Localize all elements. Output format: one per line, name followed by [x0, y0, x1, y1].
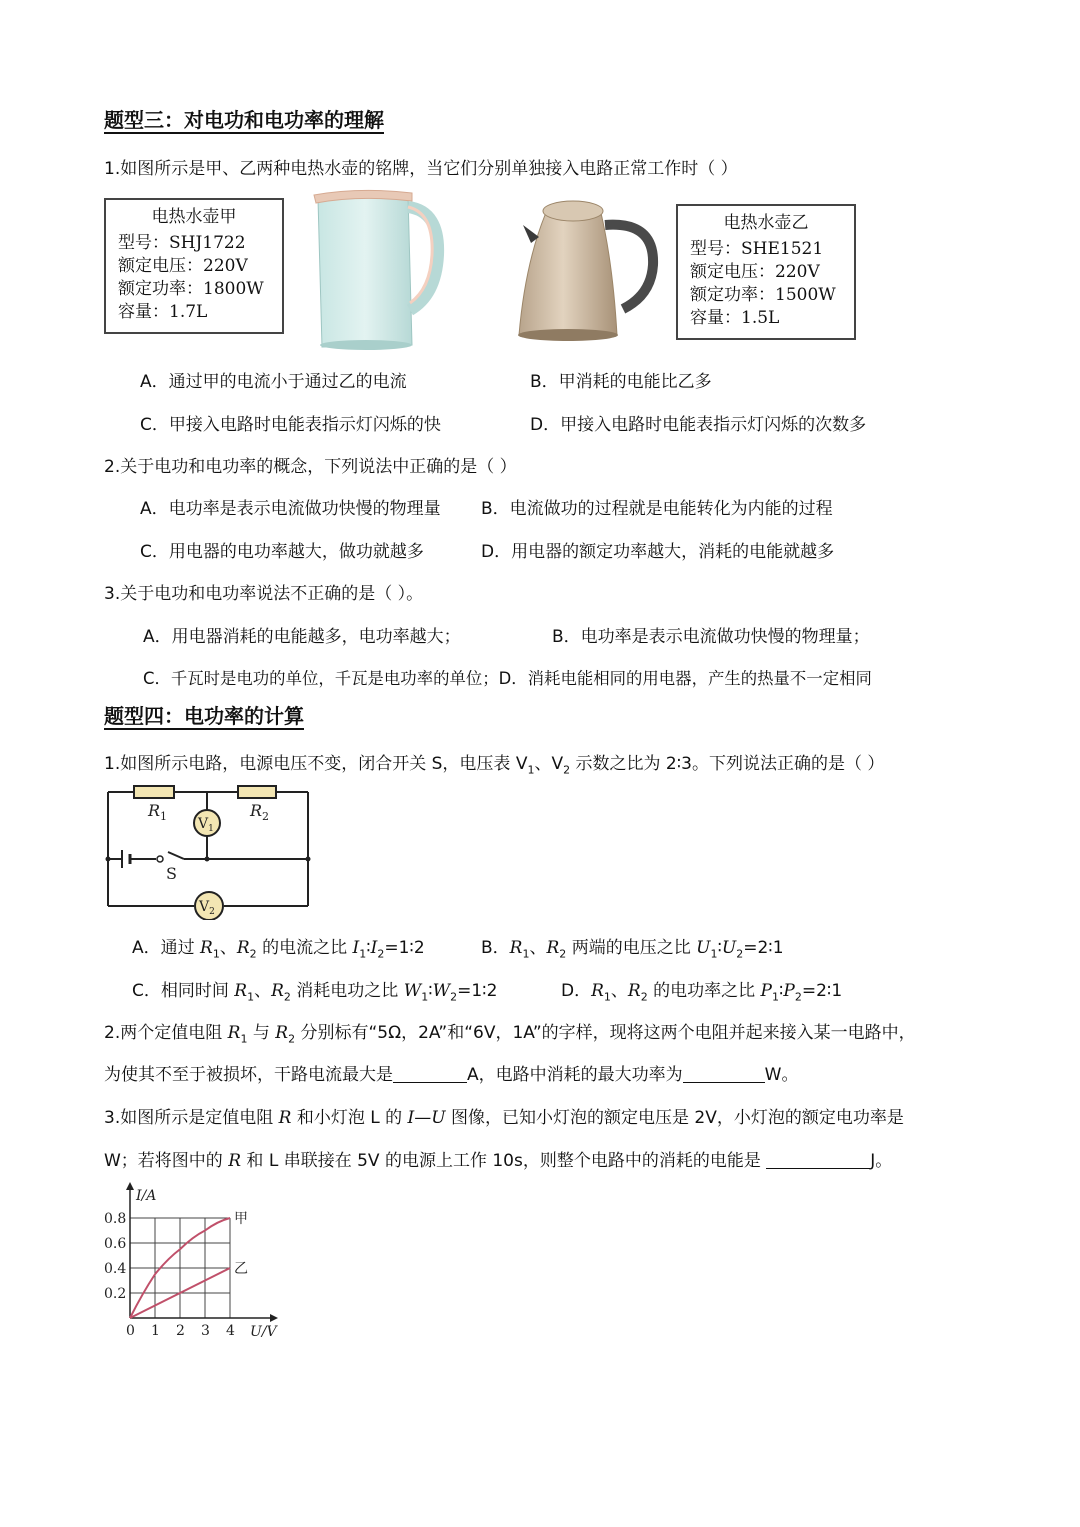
s4-q1-option-a: A．通过 $R_1$、$R_2$ 的电流之比 $I_1∶I_2=1∶2$: [132, 938, 425, 961]
s4-q1-option-b: B．$R_1$、$R_2$ 两端的电压之比 $U_1∶U_2=2∶1$: [481, 938, 784, 961]
s3-q3-option-b: B．电功率是表示电流做功快慢的物理量；: [552, 627, 870, 647]
s3-q3-option-a: A．用电器消耗的电能越多，电功率越大；: [143, 627, 461, 647]
x-tick-label: 1: [151, 1323, 160, 1339]
plate-a-capacity: 容量：1.7L: [118, 302, 208, 322]
s3-q2-option-a: A．电功率是表示电流做功快慢的物理量: [140, 499, 441, 519]
resistor-r1: [134, 786, 174, 798]
s4-q3-line1: 3.如图所示是定值电阻 R 和小灯泡 L 的 I—U 图像，已知小灯泡的额定电压是 2V，小灯泡的额定电功率是: [104, 1108, 904, 1128]
x-axis-label: U/V: [250, 1324, 277, 1340]
x-tick-label: 0: [126, 1323, 135, 1339]
x-tick-label: 2: [176, 1323, 185, 1339]
s3-q1-stem: 1.如图所示是甲、乙两种电热水壶的铭牌，当它们分别单独接入电路正常工作时（ ）: [104, 159, 738, 179]
s4-q1-stem-mid: 、V: [534, 754, 564, 774]
y-axis-arrow: [126, 1182, 134, 1190]
plate-a-title: 电热水壶甲: [151, 207, 237, 227]
s3-q3-stem: 3.关于电功和电功率说法不正确的是（ ）。: [104, 584, 424, 604]
y-axis-label: I/A: [136, 1188, 157, 1204]
s3-q2-option-b: B．电流做功的过程就是电能转化为内能的过程: [481, 499, 833, 519]
s4-q1-stem-sub1: 1: [527, 763, 535, 777]
switch-contact: [157, 856, 163, 862]
section3-title: 题型三：对电功和电功率的理解: [104, 108, 384, 132]
s3-q2-option-d: D．用电器的额定功率越大，消耗的电能就越多: [481, 542, 835, 562]
plate-b-power: 额定功率：1500W: [690, 285, 836, 305]
plate-b-voltage: 额定电压：220V: [690, 262, 820, 282]
y-tick-label: 0.8: [104, 1211, 127, 1227]
nameplate-kettle-b: [676, 204, 856, 340]
resistor-r2: [238, 786, 276, 798]
blank-energy[interactable]: [766, 1150, 870, 1169]
junction-left: [106, 857, 111, 862]
series-label-1: 甲: [234, 1211, 248, 1227]
s3-q1-option-b: B．甲消耗的电能比乙多: [530, 372, 712, 392]
label-v2: $V_2$: [199, 899, 215, 917]
kettle-b-image: [505, 185, 665, 350]
plate-b-title: 电热水壶乙: [723, 213, 809, 233]
nameplate-kettle-a: [104, 198, 284, 334]
blank-max-current[interactable]: [393, 1064, 467, 1083]
s4-q1-stem-pre: 1.如图所示电路，电源电压不变，闭合开关 S，电压表 V: [104, 754, 528, 774]
plate-a-power: 额定功率：1800W: [118, 279, 264, 299]
blank-max-power[interactable]: [683, 1064, 765, 1083]
s3-q1-option-d: D．甲接入电路时电能表指示灯闪烁的次数多: [530, 415, 867, 435]
series-label-2: 乙: [234, 1261, 248, 1277]
s4-q2-line1: 2.两个定值电阻 $R_1$ 与 $R_2$ 分别标有“5Ω，2A”和“6V，1A”的字样，现将这两个电阻并起来接入某一电路中，: [104, 1023, 916, 1046]
s4-q1-stem: [104, 749, 884, 776]
plate-a-model: 型号：SHJ1722: [118, 233, 246, 253]
iu-chart: [100, 1180, 290, 1345]
y-tick-label: 0.4: [104, 1261, 127, 1277]
label-r1: $R_1$: [148, 801, 168, 823]
s3-q1-option-c: C．甲接入电路时电能表指示灯闪烁的快: [140, 415, 441, 435]
s4-q1-option-d: D．$R_1$、$R_2$ 的电功率之比 $P_1∶P_2=2∶1$: [561, 981, 843, 1004]
label-r2: $R_2$: [250, 801, 270, 823]
s4-q2-line2: 为使其不至于被损坏，干路电流最大是 A，电路中消耗的最大功率为 W。: [104, 1065, 799, 1085]
s4-q1-option-c: C．相同时间 $R_1$、$R_2$ 消耗电功之比 $W_1∶W_2=1∶2$: [132, 981, 498, 1004]
x-tick-label: 4: [226, 1323, 235, 1339]
s3-q1-option-a: A．通过甲的电流小于通过乙的电流: [140, 372, 407, 392]
plate-a-voltage: 额定电压：220V: [118, 256, 248, 276]
s3-q3-option-cd: C．千瓦时是电功的单位，千瓦是电功率的单位；D．消耗电能相同的用电器，产生的热量不一定相同: [143, 669, 872, 688]
s4-q1-stem-post: 示数之比为 2∶3。下列说法正确的是（ ）: [570, 754, 885, 774]
junction-right: [306, 857, 311, 862]
y-tick-label: 0.2: [104, 1286, 127, 1302]
kettle-a-image: [300, 185, 450, 355]
label-switch: S: [166, 864, 177, 883]
label-v1: $V_1$: [198, 816, 214, 834]
section4-title: 题型四：电功率的计算: [104, 704, 304, 728]
s4-q1-stem-sub2: 2: [563, 763, 571, 777]
y-tick-label: 0.6: [104, 1236, 127, 1252]
x-axis-arrow: [270, 1314, 278, 1322]
x-tick-label: 3: [201, 1323, 210, 1339]
s3-q2-option-c: C．用电器的电功率越大，做功就越多: [140, 542, 424, 562]
plate-b-capacity: 容量：1.5L: [690, 308, 780, 328]
plate-b-model: 型号：SHE1521: [690, 239, 824, 259]
junction-mid: [205, 857, 210, 862]
s3-q2-stem: 2.关于电功和电功率的概念，下列说法中正确的是（ ）: [104, 457, 517, 477]
s4-q3-line2: W；若将图中的 R 和 L 串联接在 5V 的电源上工作 10s，则整个电路中的消耗的电能是 J。: [104, 1151, 893, 1171]
circuit-diagram: [100, 780, 320, 920]
